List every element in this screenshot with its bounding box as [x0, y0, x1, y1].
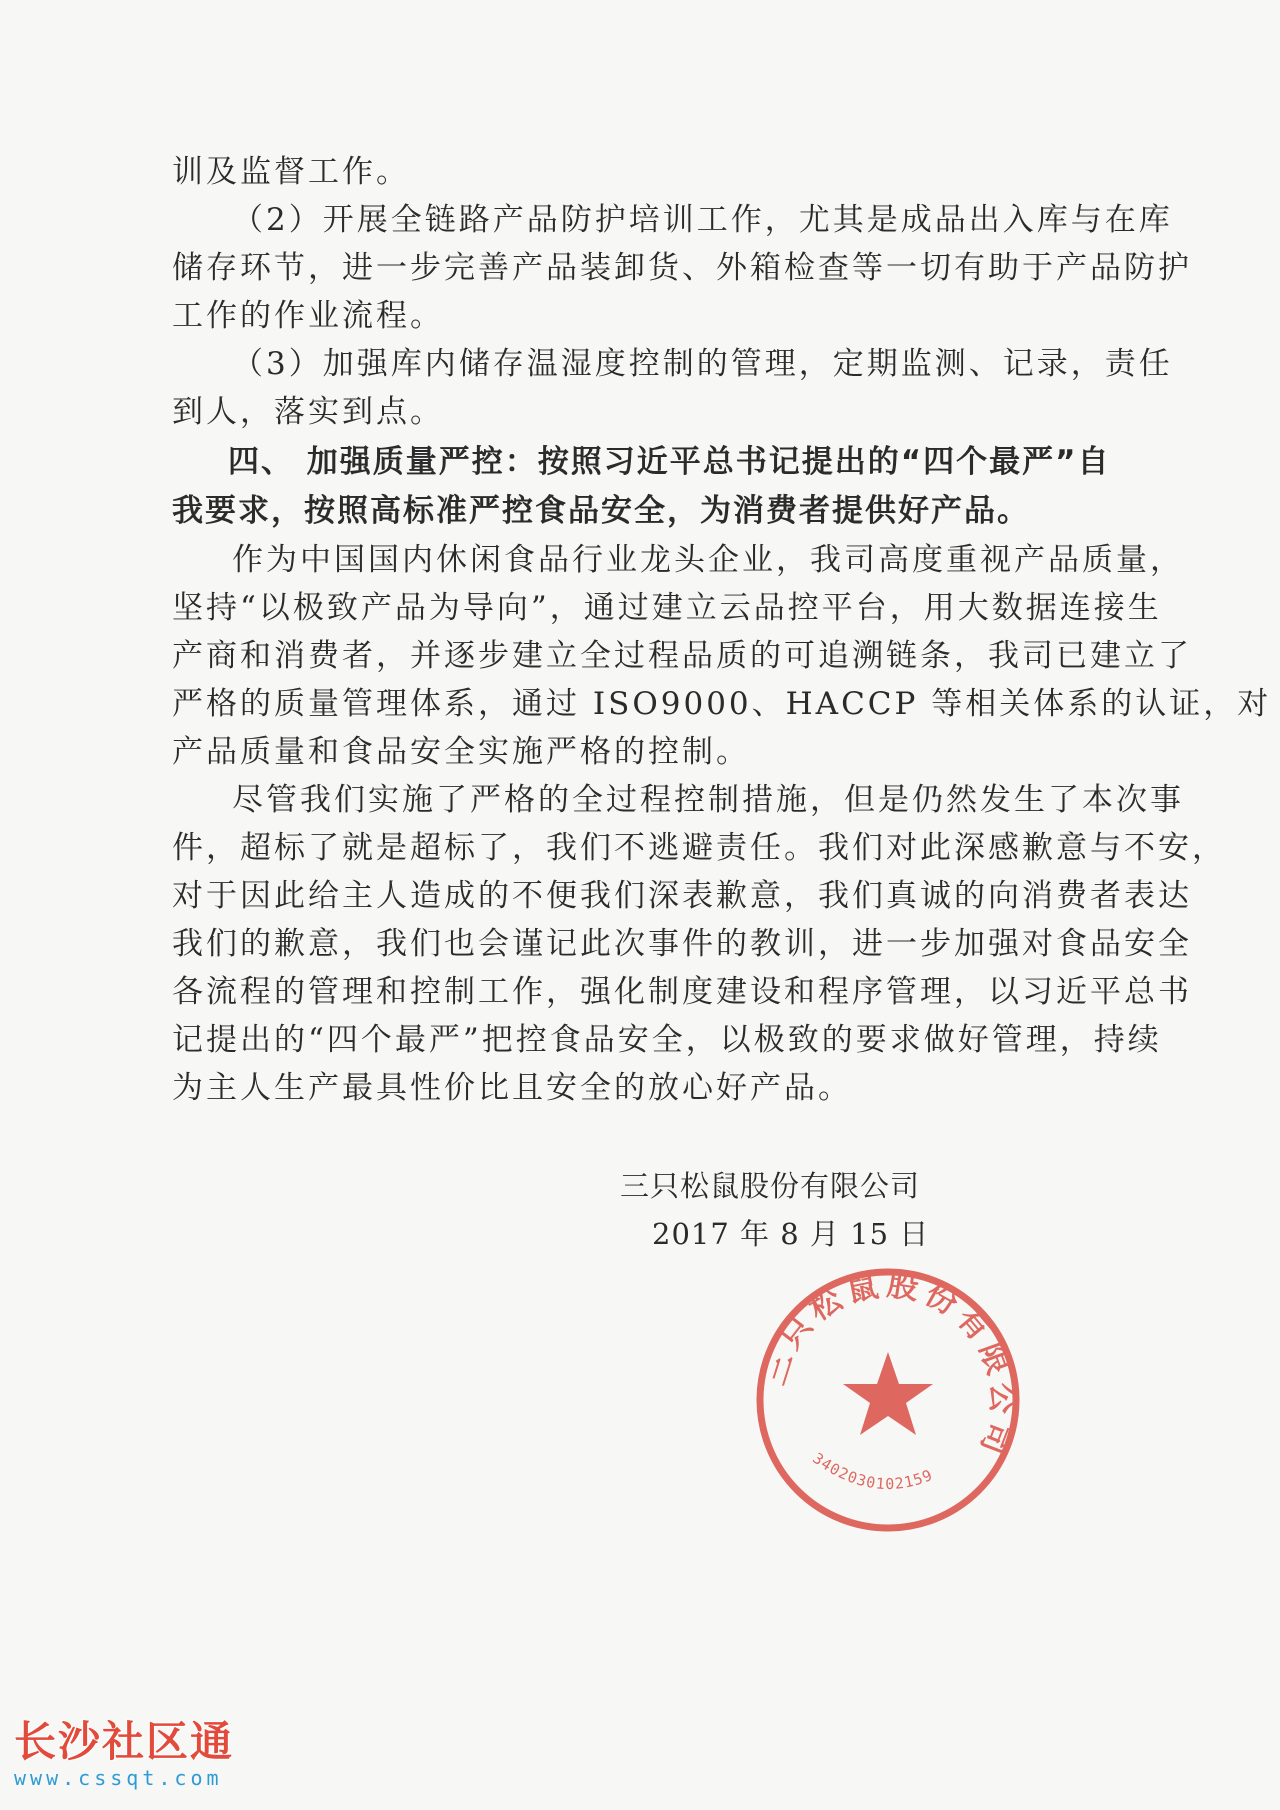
section-heading-line: 四、 加强质量严控：按照习近平总书记提出的“四个最严”自	[228, 444, 1111, 480]
text-line: 作为中国国内休闲食品行业龙头企业，我司高度重视产品质量，	[232, 542, 1184, 578]
text-line: 各流程的管理和控制工作，强化制度建设和程序管理，以习近平总书	[172, 974, 1192, 1010]
official-seal-stamp	[748, 1260, 1028, 1540]
text-line: 产品质量和食品安全实施严格的控制。	[172, 734, 750, 770]
section-heading-line: 我要求，按照高标准严控食品安全，为消费者提供好产品。	[172, 493, 1030, 529]
text-line: 工作的作业流程。	[172, 298, 444, 334]
text-line: 产商和消费者，并逐步建立全过程品质的可追溯链条，我司已建立了	[172, 638, 1192, 674]
company-signature: 三只松鼠股份有限公司	[620, 1169, 921, 1203]
text-line: 对于因此给主人造成的不便我们深表歉意，我们真诚的向消费者表达	[172, 878, 1192, 914]
text-line: （3）加强库内储存温湿度控制的管理，定期监测、记录，责任	[232, 346, 1173, 382]
svg-text:3402030102159	[809, 1449, 935, 1493]
text-line: 到人，落实到点。	[172, 394, 444, 430]
watermark-url: www.cssqt.com	[14, 1766, 223, 1790]
text-line: 训及监督工作。	[172, 154, 410, 190]
text-line: 我们的歉意，我们也会谨记此次事件的教训，进一步加强对食品安全	[172, 926, 1192, 962]
text-line: 尽管我们实施了严格的全过程控制措施，但是仍然发生了本次事	[232, 782, 1184, 818]
site-watermark	[14, 1718, 314, 1808]
signature-date: 2017 年 8 月 15 日	[652, 1217, 930, 1251]
text-line: 储存环节，进一步完善产品装卸货、外箱检查等一切有助于产品防护	[172, 250, 1192, 286]
text-line: 坚持“以极致产品为导向”，通过建立云品控平台，用大数据连接生	[172, 590, 1162, 626]
seal-ring-text: 三只松鼠股份有限公司	[756, 1266, 1021, 1465]
text-line: 为主人生产最具性价比且安全的放心好产品。	[172, 1070, 852, 1106]
watermark-title: 长沙社区通	[14, 1717, 235, 1766]
text-line: 严格的质量管理体系，通过 ISO9000、HACCP 等相关体系的认证，对	[172, 686, 1272, 722]
text-line: 记提出的“四个最严”把控食品安全，以极致的要求做好管理，持续	[172, 1022, 1162, 1058]
seal-number: 3402030102159	[809, 1449, 936, 1494]
text-line: （2）开展全链路产品防护培训工作，尤其是成品出入库与在库	[232, 202, 1173, 238]
text-line: 件，超标了就是超标了，我们不逃避责任。我们对此深感歉意与不安，	[172, 830, 1226, 866]
